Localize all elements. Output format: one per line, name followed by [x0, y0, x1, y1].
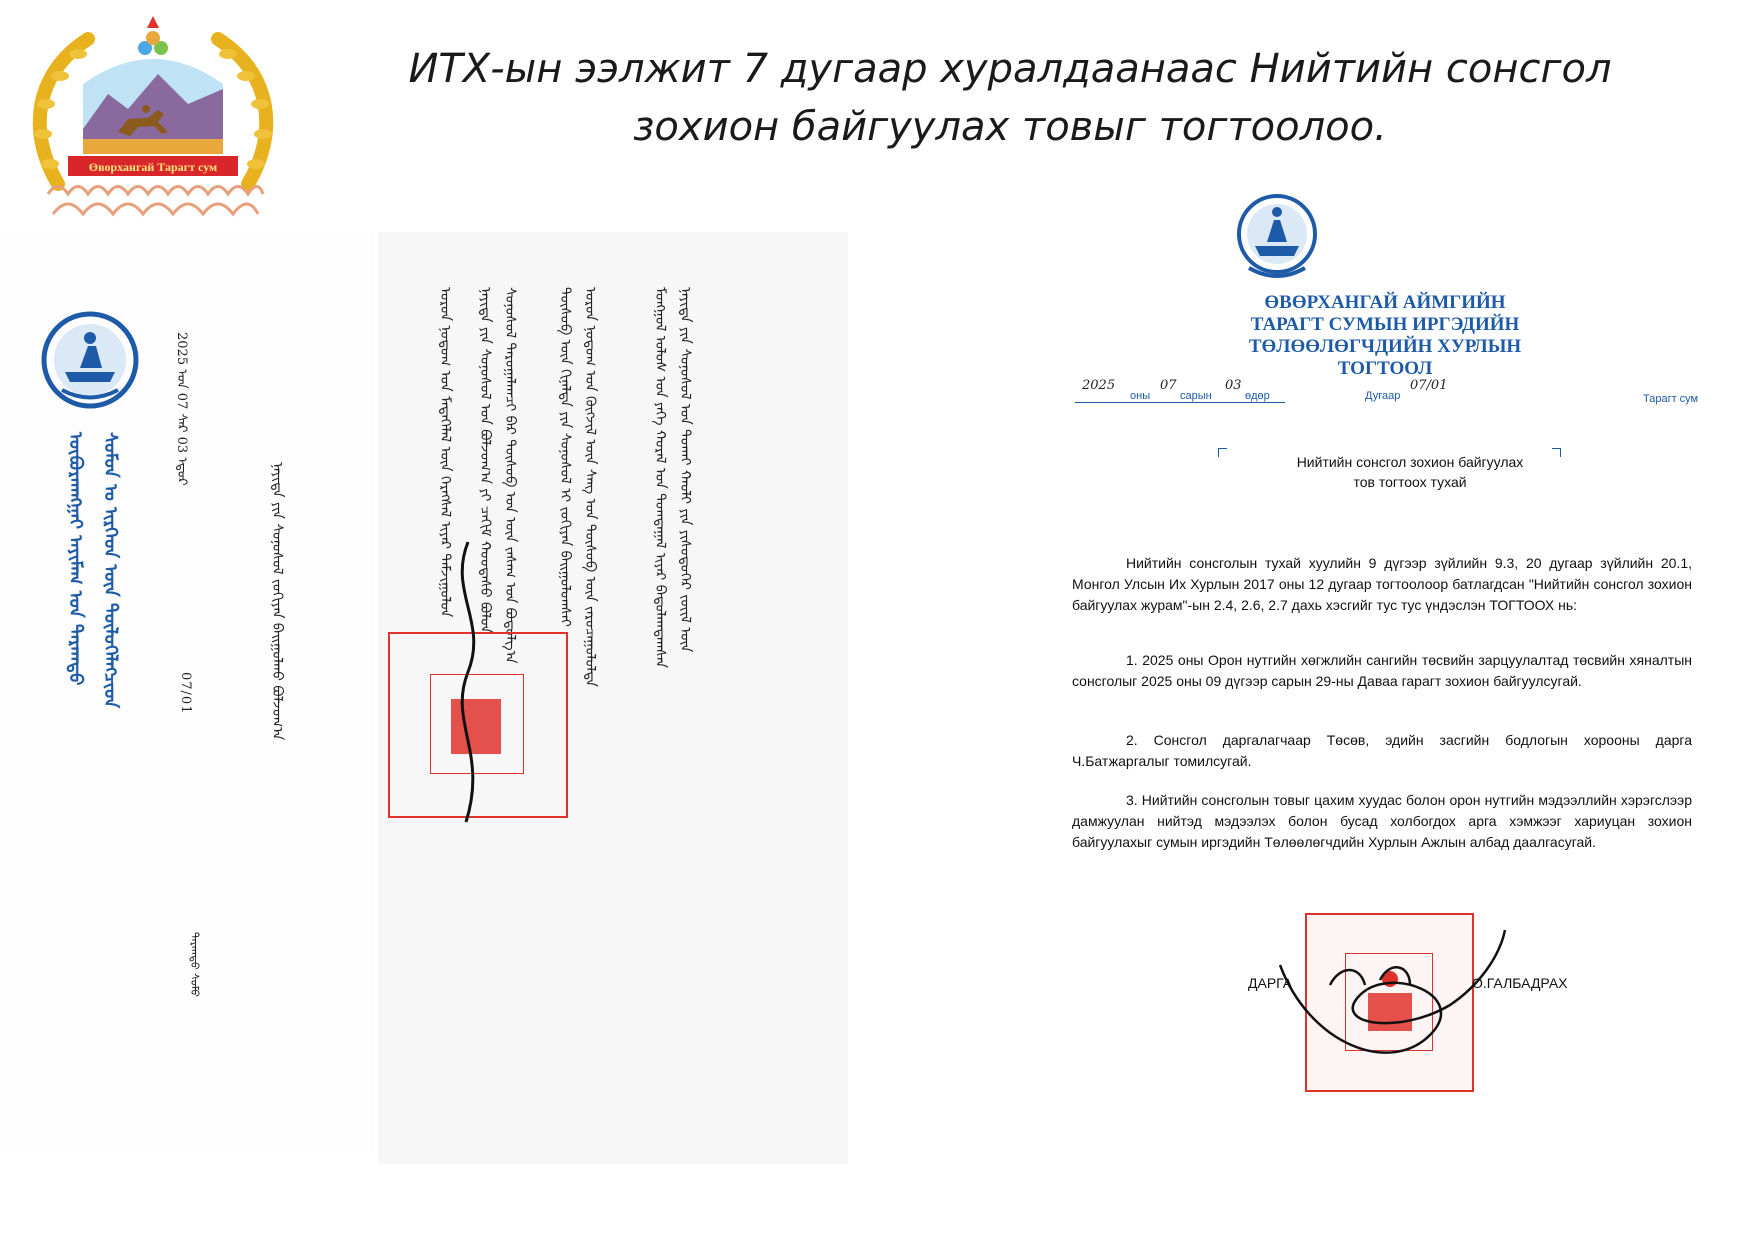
- date-month: 07: [1160, 378, 1177, 393]
- date-year-suffix: оны: [1130, 390, 1151, 402]
- resolution-item-3: 3. Нийтийн сонсголын товыг цахим хуудас болон орон нутгийн мэдээллийн хэрэгслээр дамжуулан нийтэд мэдээлэх болон бусад холбогдох арга хэмжээг хариуцан зохион байгуулахыг сумын иргэдийн Төлөөлөгчдийн Хурлын Ажлын албад даалгасугай.: [1072, 792, 1692, 850]
- state-emblem-icon: [1237, 190, 1317, 286]
- resolution-subject: Нийтийн сонсгол зохион байгуулах тов тогтоох тухай: [1296, 454, 1524, 490]
- date-underline: [1075, 402, 1285, 403]
- resolution-item-1: 1. 2025 оны Орон нутгийн хөгжлийн сангийн төсвийн зарцуулалтад төсвийн хяналтын сонсголыг 2025 оны 09 дүгээр сарын 29-ны Даваа гарагт зохион байгуулсугай.: [1072, 652, 1692, 689]
- mongol-script-body-col: ᠣᠷᠣᠨ ᠨᠤᠲᠤᠭ ᠤᠨ ᠬᠥᠭᠵᠢᠯ ᠦᠨ ᠰᠠᠩ ᠤᠨ ᠲᠥᠰᠥᠪ ᠦᠨ ᠵᠠᠷᠤᠴᠠᠭᠤᠯᠤᠯᠲᠠ: [582, 287, 598, 687]
- date-year: 2025: [1082, 378, 1116, 393]
- number-value: 07/01: [1410, 378, 1448, 393]
- signature-mark: [1270, 925, 1530, 1085]
- mongol-script-body-col: ᠨᠡᠶᠢᠲᠡ ᠶᠢᠨ ᠰᠣᠨᠤᠰᠤᠯ ᠤᠨ ᠲᠤᠬᠠᠢ ᠬᠠᠤᠯᠢ ᠶᠢᠨ ᠶᠢᠰᠦᠳᠦᠭᠡᠷ ᠵᠦᠢᠯ ᠦᠨ: [677, 287, 693, 653]
- date-month-suffix: сарын: [1180, 390, 1212, 402]
- headline-line-1: ИТХ-ын ээлжит 7 дугаар хуралдаанаас Нийтийн сонсгол: [408, 46, 1612, 92]
- signature-mark: [438, 532, 498, 832]
- mongol-script-org-line-2: ᠰᠤᠮᠤᠨ ᠤ ᠢᠷᠭᠡᠳ ᠦᠨ ᠲᠥᠯᠥᠭᠡᠯᠡᠭᠴᠢᠳ: [100, 432, 121, 709]
- resolution-preamble: Нийтийн сонсголын тухай хуулийн 9 дүгээр зүйлийн 9.3, 20 дугаар зүйлийн 20.1, Монгол Улсын Их Хурлын 2017 оны 12 дугаар тогтоолоор батлагдсан "Нийтийн сонсгол зохион байгуулах журам"-ын 2.4, 2.6, 2.7 дахь хэсгийг тус тус үндэслэн ТОГТООХ нь:: [1072, 555, 1692, 613]
- tarag-sum-emblem: [28, 14, 278, 229]
- date-day-suffix: өдөр: [1245, 390, 1270, 402]
- signer-title: ДАРГА: [1248, 975, 1293, 991]
- number-label: Дугаар: [1365, 390, 1401, 402]
- mongol-script-body-col: ᠰᠣᠨᠤᠰᠤᠯ ᠳᠠᠷᠤᠭᠠᠯᠠᠭᠴᠢ ᠪᠠᠷ ᠲᠥᠰᠥᠪ ᠡᠳ ᠦᠨ ᠵᠠᠰᠠᠭ ᠤᠨ ᠪᠣᠳᠣᠯᠭ᠎ᠠ: [502, 287, 518, 664]
- resolution-org-title: ӨВӨРХАНГАЙ АЙМГИЙН ТАРАГТ СУМЫН ИРГЭДИЙН ТӨЛӨӨЛӨГЧДИЙН ХУРЛЫН ТОГТООЛ: [1248, 292, 1522, 379]
- article-headline: [360, 40, 1660, 156]
- state-emblem-icon: [40, 310, 140, 410]
- place-label: Тарагт сум: [1643, 393, 1699, 405]
- headline-line-2: зохион байгуулах товыг тогтоолоо.: [633, 104, 1387, 150]
- mongol-script-place: ᠲᠠᠷᠠᠭᠲᠤ ᠰᠤᠮᠤ: [188, 932, 201, 997]
- mongol-script-date: 2025 ᠣᠨ 07 ᠰᠠᠷ 03 ᠡᠳᠦᠷ: [174, 332, 189, 486]
- mongol-script-body-col: ᠨᠡᠶᠢᠲᠡ ᠶᠢᠨ ᠰᠣᠨᠤᠰᠤᠯ ᠤᠨ ᠪᠣᠯᠵᠣᠭ᠎ᠠ ᠶᠢ ᠴᠠᠬᠢᠮ ᠬᠤᠤᠳᠠᠰᠤ ᠪᠣᠯᠤᠨ: [477, 287, 493, 634]
- mongol-script-body-col: ᠲᠥᠰᠥᠪ ᠦᠨ ᠬᠢᠨᠠᠯᠲᠠ ᠶᠢᠨ ᠰᠣᠨᠤᠰᠤᠯ ᠢ ᠵᠣᠬᠢᠶᠠᠨ ᠪᠠᠢᠭᠤᠯᠤᠭᠰᠠᠢ: [557, 287, 573, 627]
- mongol-script-subject: ᠨᠡᠶᠢᠲᠡ ᠶᠢᠨ ᠰᠣᠨᠤᠰᠤᠯ ᠵᠣᠬᠢᠶᠠᠨ ᠪᠠᠢᠭᠤᠯᠬᠤ ᠪᠣᠯᠵᠣᠭ᠎ᠠ: [269, 462, 285, 741]
- resolution-item-2: 2. Сонсгол даргалагчаар Төсөв, эдийн засгийн бодлогын хорооны дарга Ч.Батжаргалыг томилсугай.: [1072, 732, 1692, 769]
- mongol-script-document-page-2: [378, 232, 848, 1164]
- mongol-script-body-col: ᠮᠣᠩᠭᠣᠯ ᠤᠯᠤᠰ ᠤᠨ ᠶᠡᠬᠡ ᠬᠤᠷᠠᠯ ᠤᠨ ᠲᠣᠭᠲᠠᠭᠠᠯ ᠢᠶᠠᠷ ᠪᠠᠲᠤᠯᠠᠭᠳᠠᠭᠰᠠᠨ: [652, 287, 668, 668]
- mongol-script-document-page-1: [0, 232, 375, 1152]
- mongol-script-org-line-1: ᠥᠪᠥᠷᠬᠠᠩᠭᠠᠢ ᠠᠶᠢᠮᠠᠭ ᠤᠨ ᠲᠠᠷᠠᠭᠲᠤ: [65, 432, 86, 686]
- date-day: 03: [1225, 378, 1242, 393]
- mongol-script-body-col: ᠣᠷᠣᠨ ᠨᠤᠲᠤᠭ ᠤᠨ ᠮᠡᠳᠡᠭᠡᠯᠡᠯ ᠦᠨ ᠬᠡᠷᠡᠭᠰᠡᠯ ᠢᠶᠡᠷ ᠳᠠᠮᠵᠢᠭᠤᠯᠤᠨ: [437, 287, 453, 618]
- emblem-ribbon-text: Өворхангай Тарагт сум: [88, 160, 218, 174]
- signer-name: О.ГАЛБАДРАХ: [1472, 975, 1568, 991]
- mongol-script-number: 07/01: [178, 672, 193, 715]
